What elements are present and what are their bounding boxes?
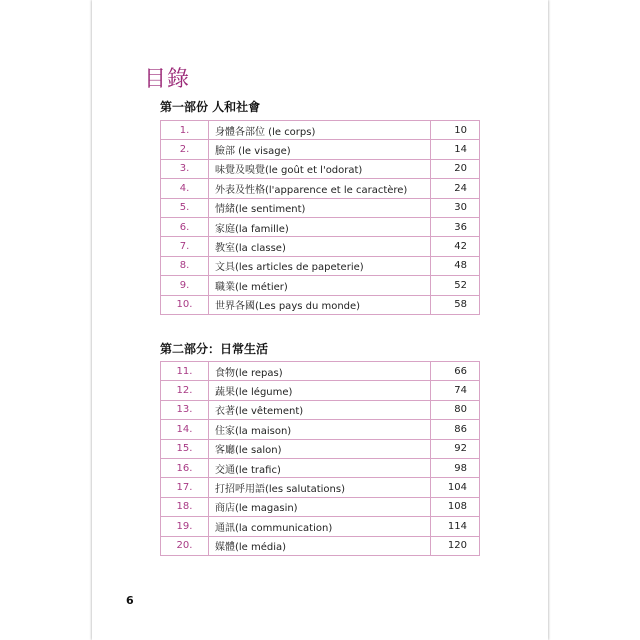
entry-title: 家庭(la famille): [209, 217, 431, 236]
entry-page: 20: [431, 159, 480, 178]
toc-row[interactable]: [161, 420, 480, 439]
entry-page: 104: [431, 478, 480, 497]
entry-page: 120: [431, 536, 480, 555]
toc-heading: 目錄: [144, 67, 191, 92]
toc-row[interactable]: [161, 458, 480, 477]
entry-title: 通訊(la communication): [209, 517, 431, 536]
toc-row[interactable]: [161, 217, 480, 236]
toc-row[interactable]: [161, 400, 480, 419]
toc-row[interactable]: [161, 439, 480, 458]
entry-number: 13.: [161, 400, 209, 419]
entry-title: 住家(la maison): [209, 420, 431, 439]
entry-page: 42: [431, 237, 480, 256]
entry-number: 19.: [161, 517, 209, 536]
entry-title: 蔬果(le légume): [209, 381, 431, 400]
entry-title: 打招呼用語(les salutations): [209, 478, 431, 497]
entry-title: 世界各國(Les pays du monde): [209, 295, 431, 314]
part-1-title: 第一部份 人和社會: [160, 100, 261, 114]
entry-page: 114: [431, 517, 480, 536]
toc-row[interactable]: [161, 517, 480, 536]
entry-page: 10: [431, 121, 480, 140]
entry-page: 98: [431, 458, 480, 477]
toc-row[interactable]: [161, 497, 480, 516]
toc-row[interactable]: [161, 276, 480, 295]
entry-number: 10.: [161, 295, 209, 314]
entry-page: 36: [431, 217, 480, 236]
entry-page: 30: [431, 198, 480, 217]
entry-title: 臉部 (le visage): [209, 140, 431, 159]
book-page: [92, 0, 548, 640]
toc-row[interactable]: [161, 121, 480, 140]
part-2-title: 第二部分：日常生活: [160, 342, 269, 356]
entry-number: 1.: [161, 121, 209, 140]
entry-number: 5.: [161, 198, 209, 217]
entry-number: 17.: [161, 478, 209, 497]
page-number: 6: [126, 594, 134, 607]
entry-page: 14: [431, 140, 480, 159]
entry-title: 衣著(le vêtement): [209, 400, 431, 419]
entry-title: 食物(le repas): [209, 362, 431, 381]
entry-page: 86: [431, 420, 480, 439]
entry-number: 12.: [161, 381, 209, 400]
entry-number: 20.: [161, 536, 209, 555]
entry-number: 3.: [161, 159, 209, 178]
toc-row[interactable]: [161, 536, 480, 555]
toc-row[interactable]: [161, 198, 480, 217]
entry-number: 18.: [161, 497, 209, 516]
toc-row[interactable]: [161, 237, 480, 256]
entry-title: 味覺及嗅覺(le goût et l'odorat): [209, 159, 431, 178]
entry-title: 媒體(le média): [209, 536, 431, 555]
part-2-table: [160, 361, 480, 556]
entry-number: 14.: [161, 420, 209, 439]
entry-number: 8.: [161, 256, 209, 275]
entry-number: 11.: [161, 362, 209, 381]
toc-row[interactable]: [161, 159, 480, 178]
entry-number: 16.: [161, 458, 209, 477]
entry-title: 職業(le métier): [209, 276, 431, 295]
toc-row[interactable]: [161, 295, 480, 314]
entry-title: 身體各部位 (le corps): [209, 121, 431, 140]
entry-title: 教室(la classe): [209, 237, 431, 256]
entry-page: 24: [431, 179, 480, 198]
entry-title: 外表及性格(l'apparence et le caractère): [209, 179, 431, 198]
toc-row[interactable]: [161, 179, 480, 198]
entry-page: 92: [431, 439, 480, 458]
entry-title: 客廳(le salon): [209, 439, 431, 458]
toc-row[interactable]: [161, 478, 480, 497]
entry-page: 74: [431, 381, 480, 400]
toc-row[interactable]: [161, 362, 480, 381]
entry-title: 文具(les articles de papeterie): [209, 256, 431, 275]
entry-page: 58: [431, 295, 480, 314]
entry-page: 80: [431, 400, 480, 419]
entry-title: 情緒(le sentiment): [209, 198, 431, 217]
toc-row[interactable]: [161, 140, 480, 159]
entry-number: 15.: [161, 439, 209, 458]
part-1-table: [160, 120, 480, 315]
entry-page: 48: [431, 256, 480, 275]
entry-page: 66: [431, 362, 480, 381]
entry-page: 52: [431, 276, 480, 295]
toc-row[interactable]: [161, 381, 480, 400]
entry-number: 9.: [161, 276, 209, 295]
entry-number: 4.: [161, 179, 209, 198]
entry-title: 交通(le trafic): [209, 458, 431, 477]
toc-row[interactable]: [161, 256, 480, 275]
entry-title: 商店(le magasin): [209, 497, 431, 516]
entry-number: 2.: [161, 140, 209, 159]
entry-number: 6.: [161, 217, 209, 236]
entry-number: 7.: [161, 237, 209, 256]
entry-page: 108: [431, 497, 480, 516]
